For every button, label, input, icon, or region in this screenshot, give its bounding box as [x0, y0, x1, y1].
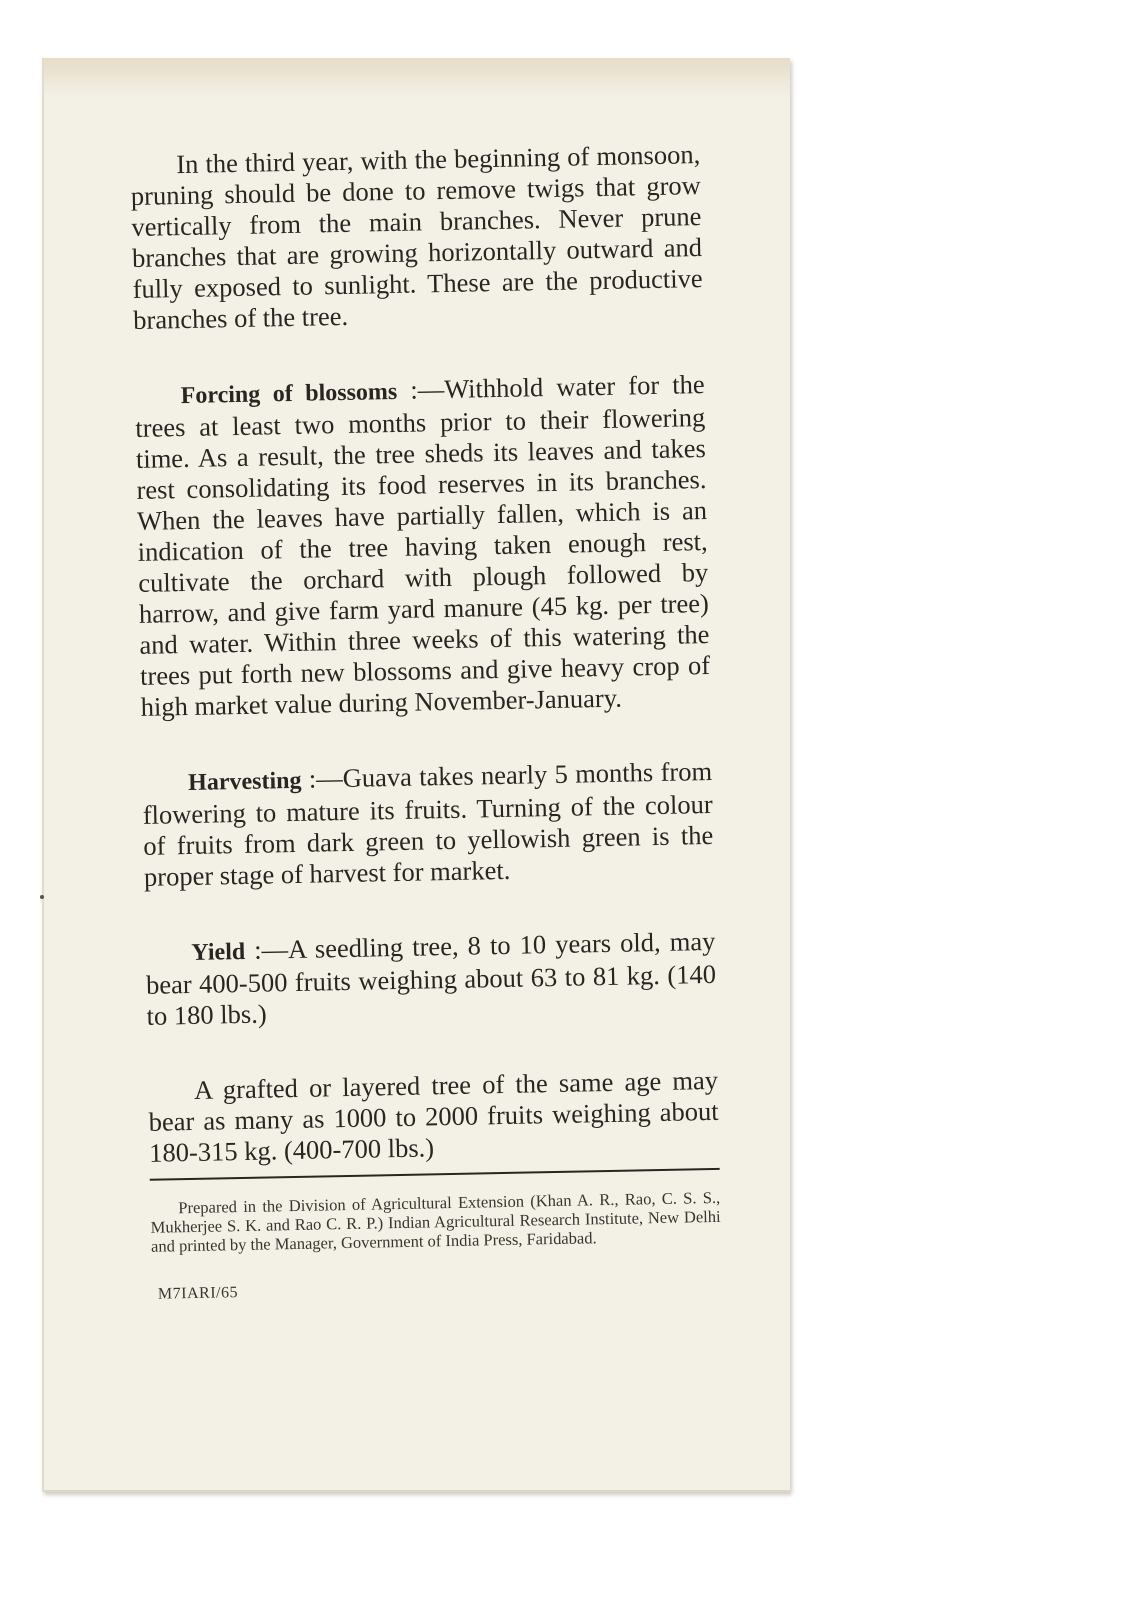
- harvesting-heading: Harvesting: [187, 767, 302, 796]
- leaflet-page: [42, 58, 790, 1492]
- publication-credit: Prepared in the Division of Agricultural Extension (Khan A. R., Rao, C. S. S., Mukherjee S. K. and Rao C. R. P.) Indian Agricultural Research Institute, New Delhi and printed by the Manager, Government of India Press, Faridabad.: [150, 1187, 721, 1256]
- yield-heading: Yield: [191, 938, 246, 966]
- harvesting-paragraph: [142, 756, 714, 893]
- forcing-of-blossoms-paragraph: [134, 369, 710, 723]
- harvesting-text: :—Guava takes nearly 5 months from flowering to mature its fruits. Turning of the colour of fruits from dark green to yellowish green is the proper stage of harvest for market.: [142, 755, 714, 892]
- paper-speck: [40, 895, 44, 899]
- yield-paragraph: [145, 926, 717, 1032]
- grafted-tree-paragraph: A grafted or layered tree of the same age may bear as many as 1000 to 2000 fruits weighing about 180-315 kg. (400-700 lbs.): [148, 1064, 719, 1168]
- leaflet-content: [130, 139, 722, 1304]
- footer-divider: [150, 1168, 720, 1181]
- forcing-of-blossoms-text: :—Withhold water for the trees at least two months prior to their flowering time. As a result, the tree sheds its leaves and takes rest consolidating its food reserves in its branches. When the leaves have partially fallen, which is an indication of the tree having taken enough rest, cultivate the orchard with plough followed by harrow, and give farm yard manure (45 kg. per tree) and water. Within three weeks of this watering the trees put forth new blossoms and give heavy crop of high market value during November-January.: [135, 369, 711, 722]
- page-top-edge: [44, 58, 790, 98]
- yield-text: :—A seedling tree, 8 to 10 years old, may bear 400-500 fruits weighing about 63 to 81 kg. (140 to 180 lbs.): [145, 925, 717, 1031]
- publication-code: M7IARI/65: [157, 1284, 239, 1303]
- forcing-of-blossoms-heading: Forcing of blossoms: [180, 378, 398, 410]
- pruning-paragraph: In the third year, with the beginning of monsoon, pruning should be done to remove twigs that grow vertically from the main branches. Never prune branches that are growing horizontally outward and fully exposed to sunlight. These are the productive branches of the tree.: [130, 139, 703, 335]
